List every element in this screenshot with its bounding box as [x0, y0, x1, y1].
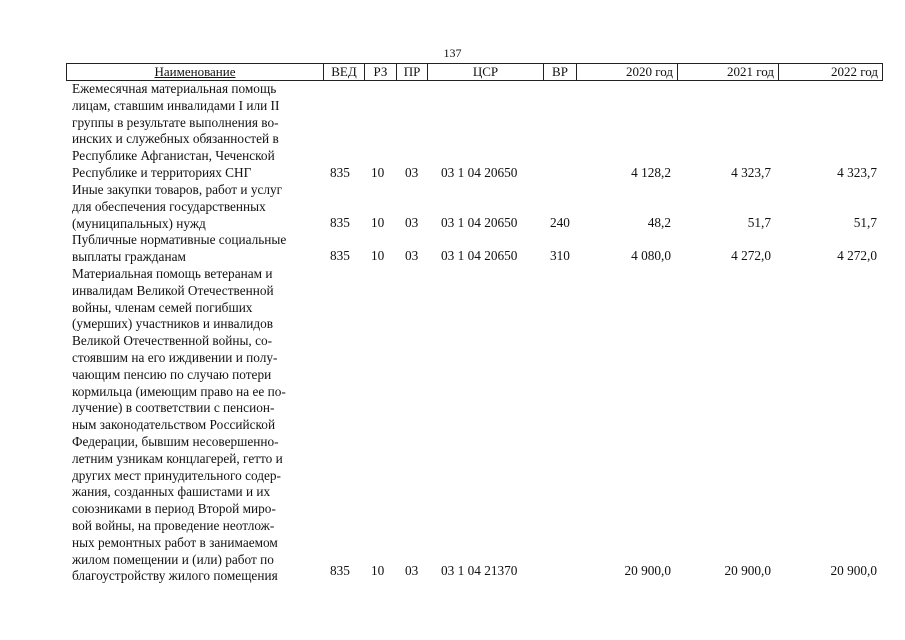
row-value-2020: 20 900,0 [624, 563, 671, 578]
row-rz: 10 [371, 248, 385, 263]
header-vr: ВР [543, 64, 576, 80]
header-rz: РЗ [364, 64, 396, 80]
row-pr: 03 [405, 248, 419, 263]
table-header [66, 63, 883, 81]
header-csr: ЦСР [427, 64, 543, 80]
row-pr: 03 [405, 215, 419, 230]
header-ved: ВЕД [323, 64, 364, 80]
row-value-2022: 4 272,0 [837, 248, 877, 263]
row-name: Иные закупки товаров, работ и услуг для обеспечения государственных (муниципальных) нужд [72, 182, 283, 231]
header-year-2020: 2020 год [576, 64, 677, 80]
row-ved: 835 [330, 165, 350, 180]
row-value-2022: 4 323,7 [837, 165, 877, 180]
row-value-2021: 4 272,0 [731, 248, 771, 263]
row-value-2021: 4 323,7 [731, 165, 771, 180]
row-rz: 10 [371, 563, 385, 578]
row-value-2020: 4 080,0 [631, 248, 671, 263]
row-rz: 10 [371, 165, 385, 180]
row-value-2021: 51,7 [747, 215, 771, 230]
row-vr: 240 [550, 215, 570, 230]
row-rz: 10 [371, 215, 385, 230]
row-name: Публичные нормативные социальные выплаты гражданам [72, 232, 287, 264]
row-value-2020: 4 128,2 [631, 165, 671, 180]
row-name: Материальная помощь ветеранам и инвалидам Великой Отечественной войны, членам семей погибших (умерших) участников и инвалидов Великой Отечественной войны, со- стоявшим на его иждивении и полу- чающим пенсию по случаю потери кормильца (имеющим право на ее по- лучение) в соответствии с пенсион- ным законодательством Российской Федерации, бывшим несовершенно- летним узникам концлагерей, гетто и других мест принудительного содер- жания, созданных фашистами и их союзниками в период Второй миро- вой войны, на проведение неотлож- ных ремонтных работ в занимаемом жилом помещении и (или) работ по благоустройству жилого помещения [72, 266, 286, 584]
row-value-2022: 20 900,0 [830, 563, 877, 578]
header-name: Наименование [154, 64, 236, 79]
row-ved: 835 [330, 215, 350, 230]
row-pr: 03 [405, 165, 419, 180]
row-value-2022: 51,7 [853, 215, 877, 230]
row-value-2020: 48,2 [647, 215, 671, 230]
row-csr: 03 1 04 20650 [441, 215, 518, 230]
header-year-2021: 2021 год [677, 64, 778, 80]
row-csr: 03 1 04 21370 [441, 563, 518, 578]
row-pr: 03 [405, 563, 419, 578]
row-ved: 835 [330, 248, 350, 263]
row-ved: 835 [330, 563, 350, 578]
row-value-2021: 20 900,0 [724, 563, 771, 578]
header-year-2022: 2022 год [778, 64, 882, 80]
page-number: 137 [443, 46, 462, 60]
row-csr: 03 1 04 20650 [441, 165, 518, 180]
header-pr: ПР [396, 64, 427, 80]
row-vr: 310 [550, 248, 570, 263]
row-name: Ежемесячная материальная помощь лицам, ставшим инвалидами I или II группы в результате выполнения во- инских и служебных обязанностей в Республике Афганистан, Чеченской Республике и территориях СНГ [72, 81, 280, 180]
row-csr: 03 1 04 20650 [441, 248, 518, 263]
